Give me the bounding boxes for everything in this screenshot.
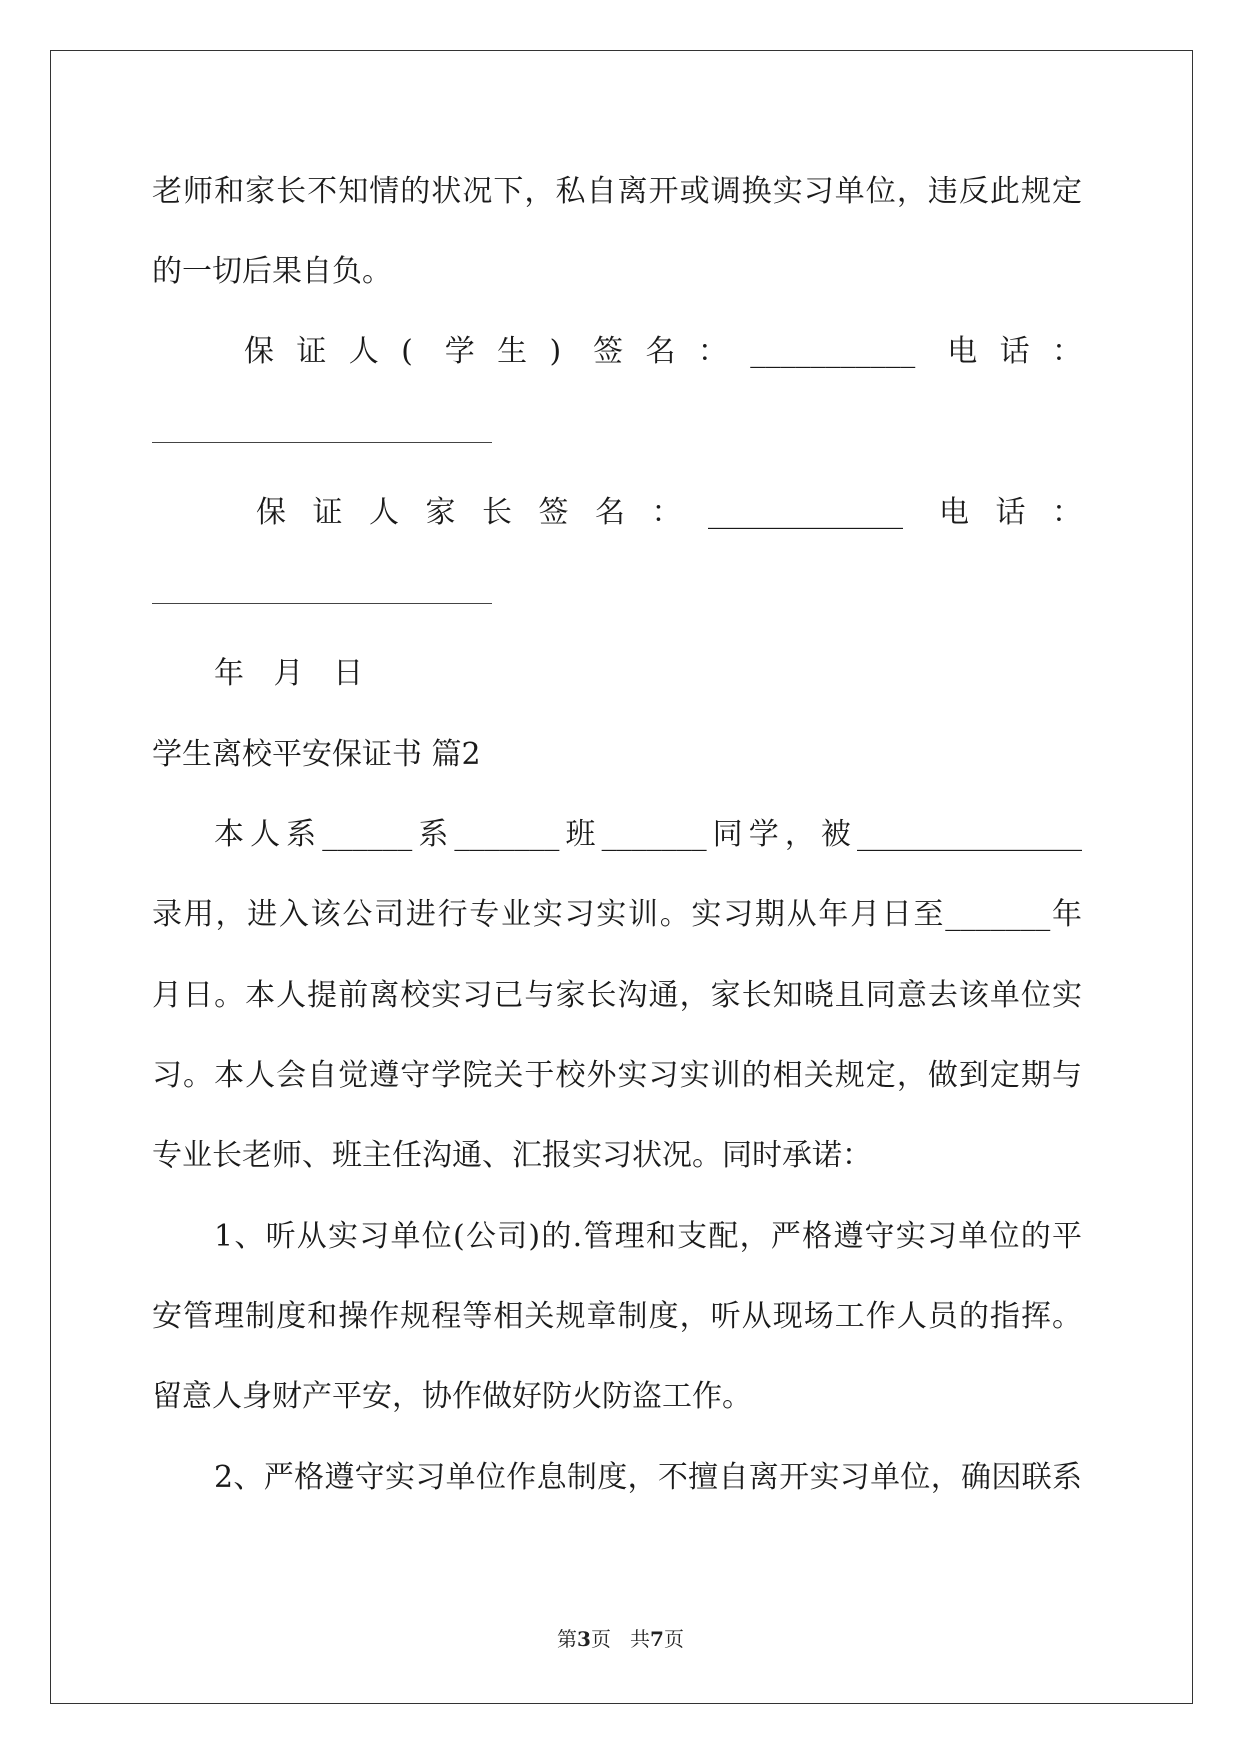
section-heading: 学生离校平安保证书 篇2 (152, 737, 481, 772)
page-footer (0, 1627, 1241, 1651)
paragraph-1-line-2: 的一切后果自负。 (152, 254, 392, 289)
parent-phone-underline (152, 603, 492, 604)
paragraph-1-line-1: 老师和家长不知情的状况下，私自离开或调换实习单位，违反此规定 (152, 174, 1082, 209)
student-phone-underline (152, 442, 492, 443)
footer-suffix: 页 (663, 1627, 684, 1651)
footer-page-number: 3 (577, 1627, 591, 1651)
student-signature-line: 保证人( 学生) 签名：___________ 电话： (244, 334, 1082, 369)
paragraph-2-line-5: 专业长老师、班主任沟通、汇报实习状况。同时承诺： (152, 1138, 872, 1173)
paragraph-2-line-2: 录用，进入该公司进行专业实习实训。实习期从年月日至_______年 (152, 897, 1082, 932)
footer-total-pages: 7 (650, 1627, 664, 1651)
paragraph-2-line-4: 习。本人会自觉遵守学院关于校外实习实训的相关规定，做到定期与 (152, 1058, 1082, 1093)
paragraph-3-line-3: 留意人身财产平安，协作做好防火防盗工作。 (152, 1379, 752, 1414)
parent-signature-line: 保证人家长签名：_____________ 电话： (256, 495, 1082, 530)
paragraph-3-line-1: 1、听从实习单位(公司)的.管理和支配，严格遵守实习单位的平 (214, 1219, 1082, 1254)
paragraph-4-line-1: 2、严格遵守实习单位作息制度，不擅自离开实习单位，确因联系 (214, 1460, 1082, 1495)
footer-prefix: 第 (557, 1627, 578, 1651)
date-line: 年 月 日 (214, 656, 374, 691)
paragraph-2-line-3: 月日。本人提前离校实习已与家长沟通，家长知晓且同意去该单位实 (152, 978, 1082, 1013)
paragraph-3-line-2: 安管理制度和操作规程等相关规章制度，听从现场工作人员的指挥。 (152, 1299, 1082, 1334)
paragraph-2-line-1: 本人系______系_______班_______同学，被_______________ (214, 817, 1082, 852)
footer-middle: 页 共 (590, 1627, 651, 1651)
page-border (50, 50, 1193, 1704)
